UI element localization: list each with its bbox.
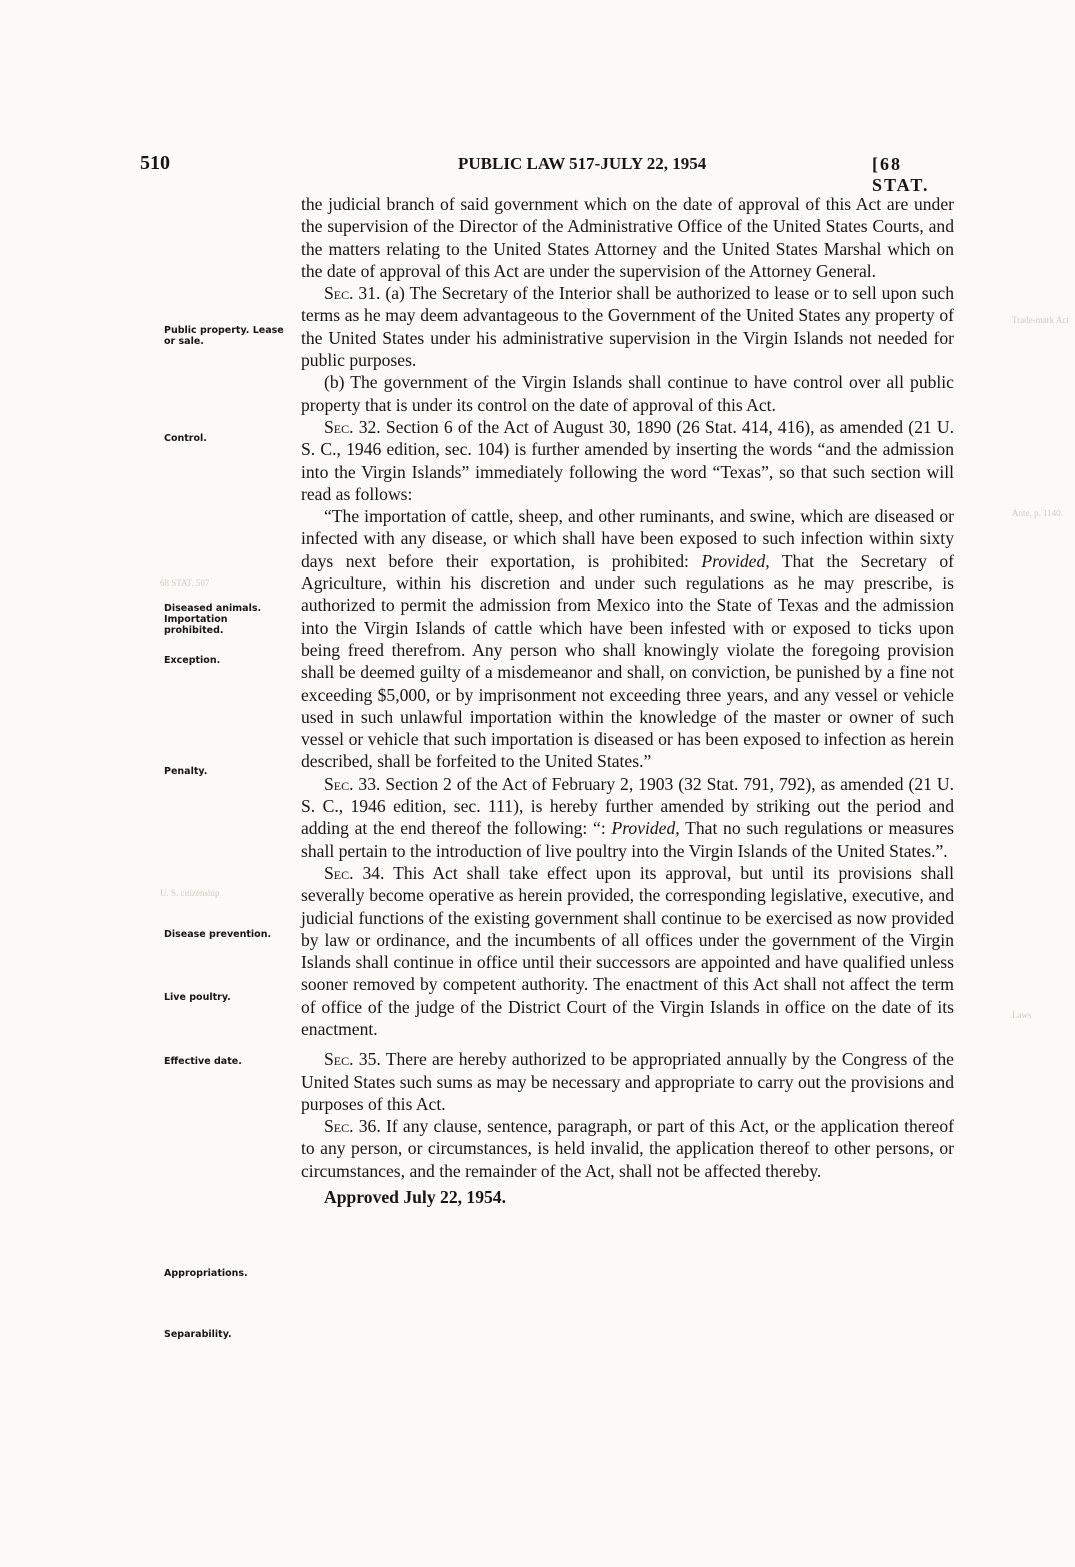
page-header: [140, 150, 962, 195]
section-text: Section 6 of the Act of August 30, 1890 (26 Stat. 414, 416), as amended (21 U. S. C., 1946 edition, sec. 104) is further amended by inserting the words “and the admission into the Virgin Islands” immediately following the word “Texas”, so that such section will read as follows:: [301, 416, 954, 504]
section-34: [301, 862, 954, 1040]
margin-note-exception: Exception.: [164, 655, 221, 666]
show-through-text: Ante, p. 1140.: [1012, 508, 1063, 518]
margin-note-live-poultry: Live poultry.: [164, 992, 231, 1003]
document-body: [301, 193, 954, 1208]
section-label: Sec. 32.: [324, 416, 381, 437]
margin-note-appropriations: Appropriations.: [164, 1268, 248, 1279]
approval-date: Approved July 22, 1954.: [324, 1187, 506, 1208]
margin-note-public-property: Public property. Lease or sale.: [164, 325, 284, 347]
section-label: Sec. 31.: [324, 283, 381, 304]
margin-note-effective-date: Effective date.: [164, 1056, 242, 1067]
margin-note-penalty: Penalty.: [164, 766, 208, 777]
page-title: PUBLIC LAW 517-JULY 22, 1954: [458, 154, 707, 173]
margin-note-control: Control.: [164, 433, 207, 444]
proviso-term: Provided,: [701, 550, 770, 571]
section-label: Sec. 35.: [324, 1049, 381, 1070]
section-label: Sec. 33.: [324, 773, 381, 794]
margin-note-disease-prevention: Disease prevention.: [164, 929, 272, 940]
section-text: If any clause, sentence, paragraph, or part of this Act, or the application thereof to any person, or circumstances, is held invalid, the application thereof to other persons, or circumstances, and the remainder of the Act, shall not be affected thereby.: [301, 1116, 954, 1181]
section-label: Sec. 36.: [324, 1116, 381, 1137]
margin-note-separability: Separability.: [164, 1329, 232, 1340]
section-text: That no such regulations or measures shall pertain to the introduction of live poultry into the Virgin Islands of the United States.”.: [301, 818, 954, 861]
paragraph-continuation: the judicial branch of said government which on the date of approval of this Act are under the supervision of the Director of the Administrative Office of the United States Courts, and the matters relating to the United States Attorney and the United States Marshal which on the date of approval of this Act are under the supervision of the Attorney General.: [301, 194, 954, 281]
show-through-text: 68 STAT. 507: [160, 578, 210, 588]
section-32-quoted-text: [301, 505, 954, 773]
section-36: [301, 1115, 954, 1182]
page-number: 510: [140, 152, 170, 174]
quoted-text: “The importation of cattle, sheep, and other ruminants, and swine, which are diseased or infected with any disease, or which shall have been exposed to such infection within sixty days next before their exportation, is prohibited:: [301, 506, 954, 571]
section-35: [301, 1048, 954, 1115]
section-text: (a) The Secretary of the Interior shall be authorized to lease or to sell upon such terms as he may deem advantageous to the Government of the United States any property of the United States under his administrative supervision in the Virgin Islands not needed for public purposes.: [301, 283, 954, 371]
section-31-b: (b) The government of the Virgin Islands shall continue to have control over all public property that is under its control on the date of approval of this Act.: [301, 372, 954, 415]
section-31-a: [301, 282, 954, 371]
statute-reference: [68 STAT.: [872, 154, 930, 195]
section-text: This Act shall take effect upon its approval, but until its provisions shall severally become operative as herein provided, the corresponding legislative, executive, and judicial functions of the existing government shall continue to be exercised as now provided by law or ordinance, and the incumbents of all offices under the government of the Virgin Islands shall continue in office until their successors are appointed and have qualified unless sooner removed by competent authority. The enactment of this Act shall not affect the term of office of the judge of the District Court of the Virgin Islands in office on the date of its enactment.: [301, 862, 954, 1039]
quoted-text: That the Secretary of Agriculture, within his discretion and under such regulations as he may prescribe, is authorized to permit the admission from Mexico into the State of Texas and the admission into the Virgin Islands of cattle which have been infested with or exposed to ticks upon being freed therefrom. Any person who shall knowingly violate the foregoing provision shall be deemed guilty of a misdemeanor and shall, on conviction, be punished by a fine not exceeding $5,000, or by imprisonment not exceeding three years, and any vessel or vehicle used in such unlawful importation within the knowledge of the master or owner of such vessel or vehicle that such importation is diseased or has been exposed to infection as herein described, shall be forfeited to the United States.”: [301, 550, 954, 772]
show-through-text: Trade-mark Act: [1012, 315, 1069, 325]
margin-note-diseased-animals: Diseased animals. Importation prohibited.: [164, 603, 262, 636]
section-text: There are hereby authorized to be appropriated annually by the Congress of the United States such sums as may be necessary and appropriate to carry out the provisions and purposes of this Act.: [301, 1049, 954, 1114]
proviso-term: Provided,: [611, 818, 680, 839]
section-32: [301, 416, 954, 505]
show-through-text: Laws: [1012, 1010, 1032, 1020]
section-label: Sec. 34.: [324, 862, 385, 883]
show-through-text: U. S. citizenship: [160, 888, 220, 898]
section-33: [301, 773, 954, 862]
section-text: Section 2 of the Act of February 2, 1903 (32 Stat. 791, 792), as amended (21 U. S. C., 1946 edition, sec. 111), is hereby further amended by striking out the period and adding at the end thereof the following: “:: [301, 773, 954, 839]
